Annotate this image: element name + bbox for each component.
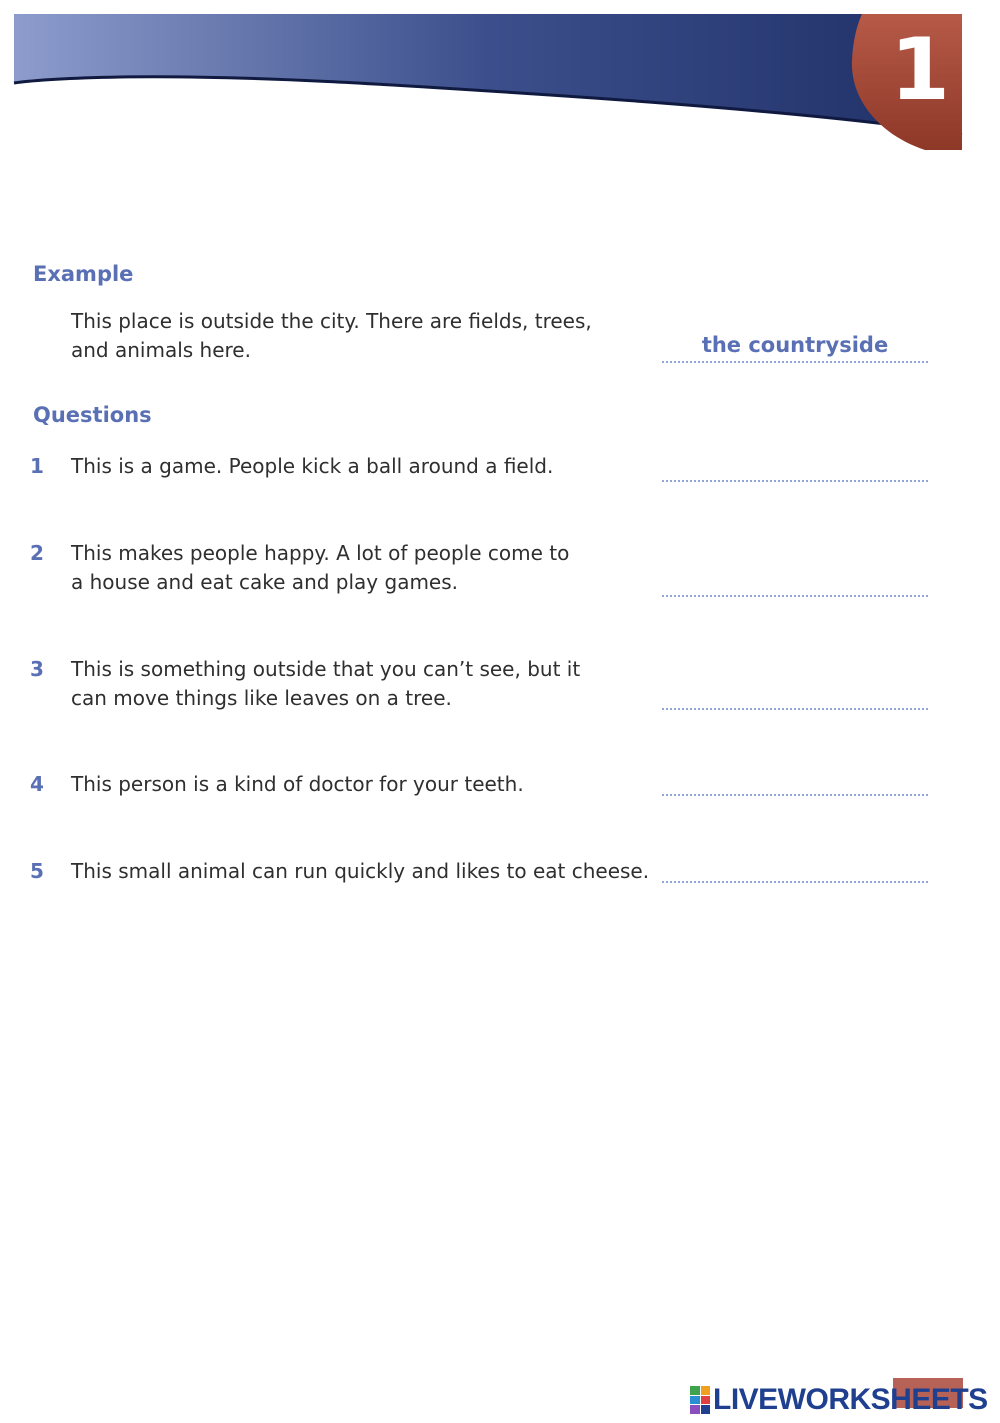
question-text-2-line1: This makes people happy. A lot of people come to bbox=[71, 541, 570, 565]
question-text-1: This is a game. People kick a ball around a field. bbox=[71, 454, 554, 478]
answer-input-5[interactable] bbox=[662, 852, 928, 882]
question-text-4: This person is a kind of doctor for your teeth. bbox=[71, 772, 524, 796]
answer-input-3[interactable] bbox=[662, 679, 928, 709]
question-number-4: 4 bbox=[30, 772, 44, 796]
liveworksheets-logo bbox=[690, 1380, 988, 1420]
header-banner bbox=[0, 0, 1000, 160]
question-number-3: 3 bbox=[30, 657, 44, 681]
answer-line-3 bbox=[662, 708, 928, 710]
answer-line-2 bbox=[662, 595, 928, 597]
questions-heading: Questions bbox=[33, 403, 152, 427]
question-number-1: 1 bbox=[30, 454, 44, 478]
question-text-3-line2: can move things like leaves on a tree. bbox=[71, 686, 452, 710]
example-text-line2: and animals here. bbox=[71, 338, 251, 362]
example-answer-line bbox=[662, 361, 928, 363]
answer-line-5 bbox=[662, 881, 928, 883]
example-text-line1: This place is outside the city. There are fields, trees, bbox=[71, 309, 592, 333]
question-number-2: 2 bbox=[30, 541, 44, 565]
question-text-5: This small animal can run quickly and likes to eat cheese. bbox=[71, 859, 650, 883]
answer-line-1 bbox=[662, 480, 928, 482]
answer-input-2[interactable] bbox=[662, 566, 928, 596]
logo-text: LIVEWORKSHEETS bbox=[713, 1383, 988, 1416]
question-text-2-line2: a house and eat cake and play games. bbox=[71, 570, 459, 594]
example-heading: Example bbox=[33, 262, 134, 286]
question-number-5: 5 bbox=[30, 859, 44, 883]
liveworksheets-grid-icon bbox=[690, 1386, 710, 1414]
answer-line-4 bbox=[662, 794, 928, 796]
question-text-3-line1: This is something outside that you can’t see, but it bbox=[71, 657, 581, 681]
answer-input-1[interactable] bbox=[662, 452, 928, 482]
answer-input-4[interactable] bbox=[662, 765, 928, 795]
unit-number: 1 bbox=[890, 20, 950, 120]
example-answer: the countryside bbox=[701, 333, 889, 357]
